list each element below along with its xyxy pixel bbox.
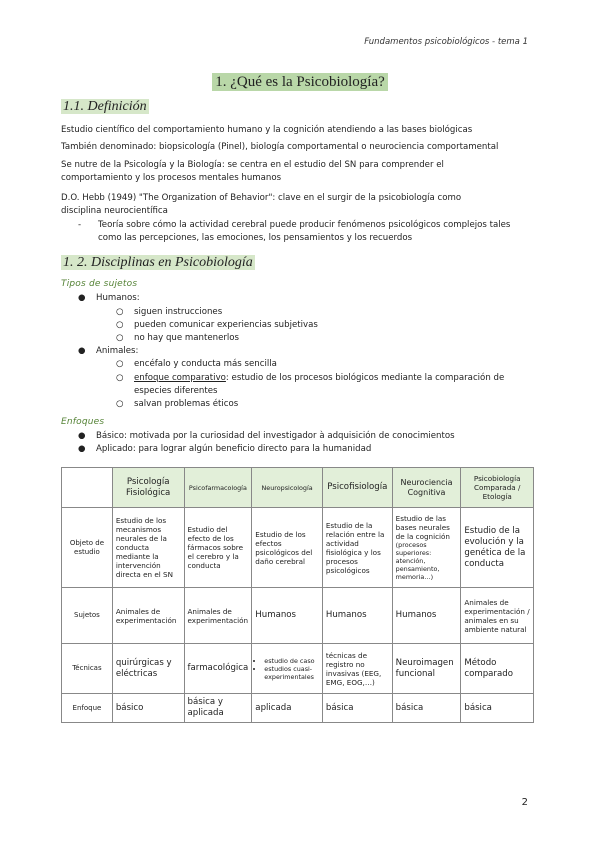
bullet-marker: ●: [78, 431, 86, 441]
list-item-aplicado: ● Aplicado: para lograr algún beneficio directo para la humanidad: [78, 444, 372, 454]
table-row: [62, 588, 534, 644]
table-cell: técnicas de registro no invasivas (EEG, EMG, EOG,…): [322, 644, 392, 694]
table-header-cell: Psicobiología Comparada / Etología: [461, 468, 534, 508]
table-cell: Estudio de las bases neurales de la cognición (procesos superiores: atención, pensamiento, memoria…): [392, 508, 461, 588]
bullet-marker: ●: [78, 444, 86, 454]
paragraph-also-called: También denominado: biopsicología (Pinel), biología comportamental o neurociencia comportamental: [61, 142, 499, 152]
bullet-marker: ●: [78, 346, 86, 356]
table-cell: Estudio de los mecanismos neurales de la conducta mediante la intervención directa en el SN: [112, 508, 184, 588]
table-row-label: Sujetos: [62, 588, 113, 644]
table-header-row: [62, 468, 534, 508]
table-cell: • estudio de caso • estudios cuasi-experimentales: [252, 644, 323, 694]
list-item-animales: ● Animales:: [78, 346, 139, 356]
list-item-humanos: ● Humanos:: [78, 293, 140, 303]
table-cell: farmacológica: [184, 644, 252, 694]
subheading-tipos-sujetos: Tipos de sujetos: [61, 279, 138, 289]
table-cell: Humanos: [322, 588, 392, 644]
subheading-enfoques: Enfoques: [61, 417, 105, 427]
table-row-label: Objeto de estudio: [62, 508, 113, 588]
list-item-animales-1: ○ encéfalo y conducta más sencilla: [116, 359, 277, 369]
section-heading-disciplinas: 1. 2. Disciplinas en Psicobiología: [63, 255, 253, 270]
table-header-cell: Neuropsicología: [252, 468, 323, 508]
table-cell: Método comparado: [461, 644, 534, 694]
table-cell: básica: [461, 694, 534, 723]
circle-marker: ○: [116, 373, 124, 383]
circle-marker: ○: [116, 320, 124, 330]
table-header-cell: Psicofisiología: [322, 468, 392, 508]
table-cell: Neuroimagen funcional: [392, 644, 461, 694]
table-cell: Animales de experimentación / animales en su ambiente natural: [461, 588, 534, 644]
table-cell: Humanos: [252, 588, 323, 644]
table-cell: aplicada: [252, 694, 323, 723]
bullet-marker: ●: [78, 293, 86, 303]
main-title-text: 1. ¿Qué es la Psicobiología?: [212, 73, 388, 91]
dash-item-theory: - Teoría sobre cómo la actividad cerebral puede producir fenómenos psicológicos complejos tales como las percepciones, las emociones, los pensamientos y los recuerdos: [78, 220, 511, 243]
table-row-label: Técnicas: [62, 644, 113, 694]
table-cell: Animales de experimentación: [112, 588, 184, 644]
table-cell: Estudio de la evolución y la genética de la conducta: [461, 508, 534, 588]
circle-marker: ○: [116, 359, 124, 369]
table-cell: quirúrgicas y eléctricas: [112, 644, 184, 694]
main-title: [0, 71, 600, 91]
dash-marker: -: [78, 220, 82, 230]
circle-marker: ○: [116, 307, 124, 317]
table-header-cell: Neurociencia Cognitiva: [392, 468, 461, 508]
table-row: [62, 508, 534, 588]
list-item-humanos-1: ○ siguen instrucciones: [116, 307, 223, 317]
table-cell: básica: [322, 694, 392, 723]
table-cell: Humanos: [392, 588, 461, 644]
list-item-humanos-2: ○ pueden comunicar experiencias subjetivas: [116, 320, 318, 330]
list-item-animales-2: ○ enfoque comparativo: estudio de los procesos biológicos mediante la comparación de especies diferentes: [116, 373, 505, 396]
page-number: 2: [521, 797, 528, 808]
table-cell: Estudio del efecto de los fármacos sobre el cerebro y la conducta: [184, 508, 252, 588]
table-cell: Animales de experimentación: [184, 588, 252, 644]
table-header-cell: Psicofarmacología: [184, 468, 252, 508]
section-heading-definicion: 1.1. Definición: [63, 99, 147, 114]
list-item-basico: ● Básico: motivada por la curiosidad del investigador à adquisición de conocimientos: [78, 431, 455, 441]
running-header: Fundamentos psicobiológicos - tema 1: [364, 37, 528, 47]
circle-marker: ○: [116, 399, 124, 409]
table-row: [62, 644, 534, 694]
paragraph-definition: Estudio científico del comportamiento humano y la cognición atendiendo a las bases biológicas: [61, 125, 473, 135]
table-cell: Estudio de la relación entre la actividad fisiológica y los procesos psicológicos: [322, 508, 392, 588]
list-item-humanos-3: ○ no hay que mantenerlos: [116, 333, 240, 343]
table-header-cell: Psicología Fisiológica: [112, 468, 184, 508]
list-item-animales-3: ○ salvan problemas éticos: [116, 399, 239, 409]
paragraph-hebb: D.O. Hebb (1949) "The Organization of Behavior": clave en el surgir de la psicobiología como disciplina neurocientífica: [61, 193, 462, 216]
paragraph-nutre: Se nutre de la Psicología y la Biología: se centra en el estudio del SN para comprender el comportamiento y los procesos mentales humanos: [61, 160, 444, 183]
table-cell: básica: [392, 694, 461, 723]
circle-marker: ○: [116, 333, 124, 343]
table-cell: básico: [112, 694, 184, 723]
table-row-label: Enfoque: [62, 694, 113, 723]
table-cell: Estudio de los efectos psicológicos del daño cerebral: [252, 508, 323, 588]
enfoque-comparativo-term: enfoque comparativo: [134, 373, 226, 383]
table-corner-cell: [62, 468, 113, 508]
table-row: [62, 694, 534, 723]
disciplines-table: [61, 467, 534, 723]
table-cell: básica y aplicada: [184, 694, 252, 723]
